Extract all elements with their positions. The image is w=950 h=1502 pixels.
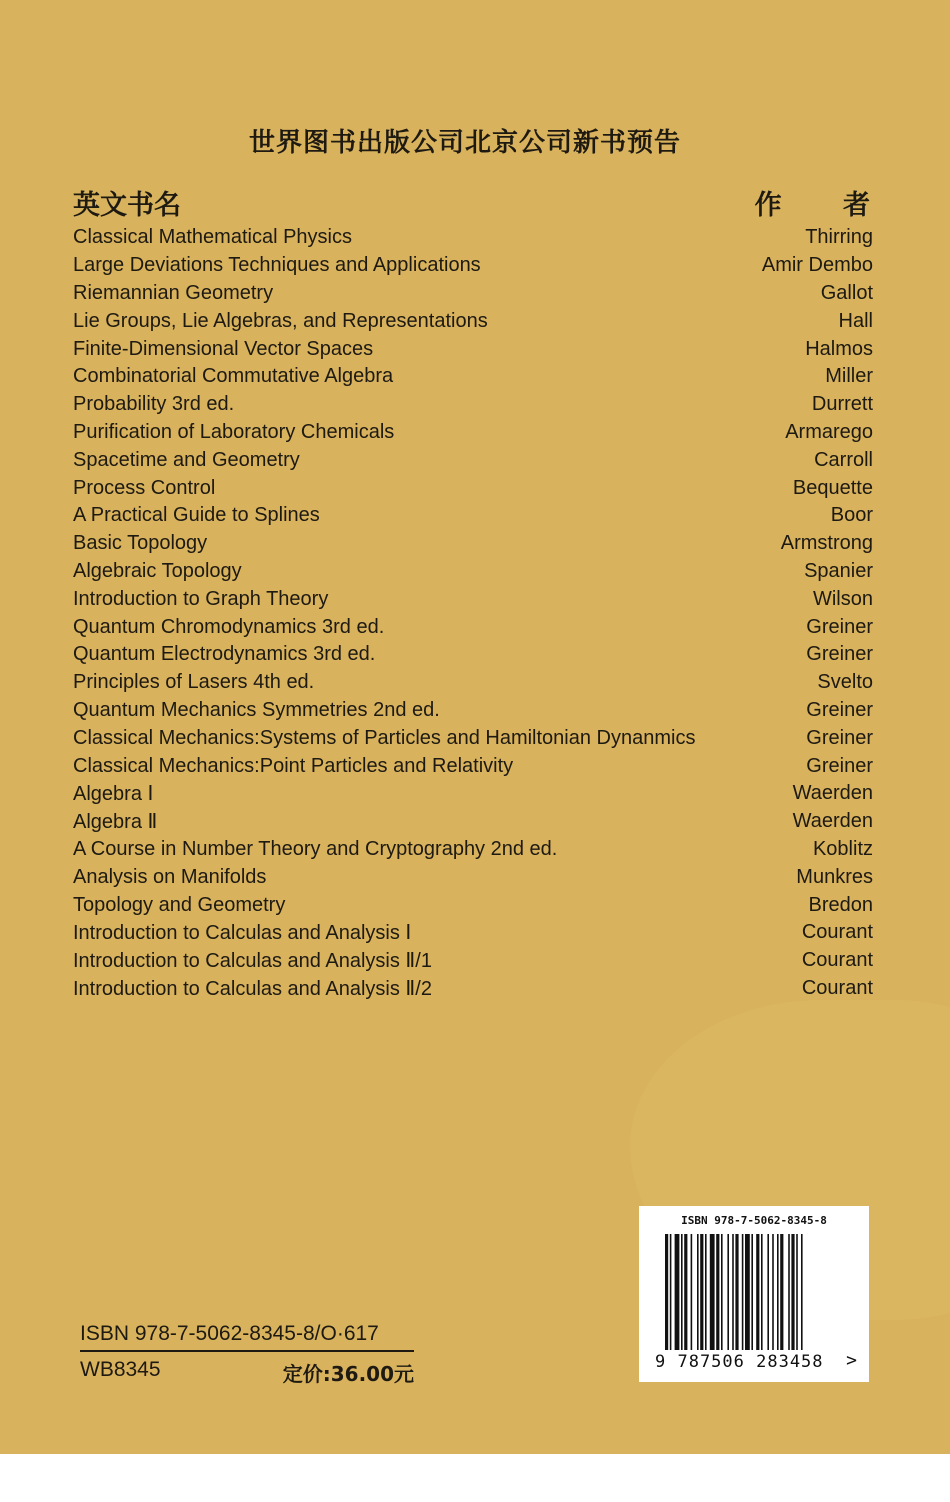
book-author: Greiner — [806, 726, 873, 749]
barcode-digits: 9 787506 283458 — [655, 1352, 824, 1372]
book-row — [73, 669, 873, 697]
barcode-bar — [691, 1234, 693, 1350]
book-row — [73, 502, 873, 530]
title-column-header: 英文书名 — [73, 190, 181, 221]
book-author: Armstrong — [780, 532, 873, 555]
book-author: Wilson — [812, 587, 873, 610]
book-author: Gallot — [820, 281, 873, 304]
book-list — [73, 224, 873, 1002]
book-row — [73, 613, 873, 641]
book-author: Munkres — [796, 865, 873, 888]
barcode-bar — [700, 1234, 703, 1350]
book-title: Spacetime and Geometry — [73, 448, 300, 471]
price-row — [80, 1358, 414, 1387]
book-author: Koblitz — [812, 837, 873, 860]
book-author: Halmos — [805, 337, 873, 360]
book-row — [73, 975, 873, 1003]
book-title: Finite-Dimensional Vector Spaces — [73, 337, 374, 360]
barcode-bar — [796, 1234, 798, 1350]
book-title: Algebra Ⅱ — [73, 811, 158, 834]
barcode-bar — [727, 1234, 729, 1350]
book-title: Classical Mechanics:Systems of Particles and Hamiltonian Dynanmics — [73, 726, 696, 749]
book-row — [73, 891, 873, 919]
barcode-bar — [761, 1234, 763, 1350]
book-title: Introduction to Graph Theory — [73, 587, 329, 610]
book-row — [73, 280, 873, 308]
book-row — [73, 836, 873, 864]
book-row — [73, 335, 873, 363]
barcode-bar — [742, 1234, 744, 1350]
barcode-bar — [756, 1234, 759, 1350]
book-author: Thirring — [805, 226, 873, 249]
barcode-bar — [791, 1234, 794, 1350]
book-title: Classical Mechanics:Point Particles and Relativity — [73, 754, 514, 777]
book-row — [73, 919, 873, 947]
book-title: Riemannian Geometry — [73, 281, 274, 304]
book-title: Purification of Laboratory Chemicals — [73, 420, 395, 443]
book-title: A Practical Guide to Splines — [73, 504, 320, 527]
book-row — [73, 474, 873, 502]
book-row — [73, 391, 873, 419]
book-author: Carroll — [814, 448, 873, 471]
book-row — [73, 224, 873, 252]
book-author: Waerden — [792, 810, 873, 833]
book-title: Process Control — [73, 476, 216, 499]
barcode-bar — [681, 1234, 683, 1350]
book-author: Greiner — [806, 615, 873, 638]
book-author: Courant — [801, 949, 873, 972]
book-title: A Course in Number Theory and Cryptography 2nd ed. — [73, 837, 558, 860]
book-title: Principles of Lasers 4th ed. — [73, 671, 315, 694]
book-row — [73, 863, 873, 891]
book-title: Lie Groups, Lie Algebras, and Representations — [73, 309, 488, 332]
book-author: Miller — [825, 365, 873, 388]
book-author: Courant — [801, 921, 873, 944]
barcode-bar — [697, 1234, 699, 1350]
book-author: Svelto — [817, 671, 873, 694]
book-title: Combinatorial Commutative Algebra — [73, 365, 394, 388]
book-title: Probability 3rd ed. — [73, 393, 235, 416]
barcode-bar — [721, 1234, 723, 1350]
barcode-bar — [745, 1234, 750, 1350]
book-row — [73, 808, 873, 836]
isbn-text: ISBN 978-7-5062-8345-8/O·617 — [80, 1322, 414, 1352]
barcode-bar — [767, 1234, 769, 1350]
book-row — [73, 752, 873, 780]
book-author: Bequette — [792, 476, 873, 499]
barcode-bar — [675, 1234, 680, 1350]
barcode-bar — [777, 1234, 779, 1350]
book-row — [73, 558, 873, 586]
book-author: Armarego — [785, 420, 873, 443]
barcode-bar — [732, 1234, 734, 1350]
barcode-label — [639, 1206, 869, 1382]
book-title: Introduction to Calculas and Analysis Ⅰ — [73, 922, 412, 945]
book-row — [73, 446, 873, 474]
book-row — [73, 780, 873, 808]
barcode-bar — [665, 1234, 668, 1350]
publication-info — [80, 1322, 414, 1387]
page-title: 世界图书出版公司北京公司新书预告 — [248, 128, 681, 158]
book-title: Algebraic Topology — [73, 559, 242, 582]
barcode-bar — [772, 1234, 774, 1350]
price-label: 定价:36.00元 — [282, 1362, 414, 1386]
barcode-bar — [735, 1234, 738, 1350]
barcode-bars — [665, 1234, 843, 1350]
book-title: Quantum Electrodynamics 3rd ed. — [73, 643, 376, 666]
book-author: Greiner — [806, 643, 873, 666]
book-author: Waerden — [792, 782, 873, 805]
book-author: Amir Dembo — [761, 254, 873, 277]
barcode-bar — [780, 1234, 783, 1350]
book-row — [73, 947, 873, 975]
book-author: Greiner — [806, 698, 873, 721]
barcode-arrow: > — [846, 1350, 857, 1371]
book-title: Large Deviations Techniques and Applications — [73, 254, 481, 277]
book-author: Durrett — [811, 393, 873, 416]
book-author: Hall — [838, 309, 873, 332]
book-row — [73, 641, 873, 669]
author-column-header: 作 者 — [754, 190, 896, 221]
barcode-isbn-text: ISBN 978-7-5062-8345-8 — [681, 1214, 827, 1227]
book-title: Introduction to Calculas and Analysis Ⅱ/1 — [73, 950, 432, 973]
barcode-bar — [788, 1234, 790, 1350]
barcode-bar — [801, 1234, 803, 1350]
book-row — [73, 363, 873, 391]
product-code: WB8345 — [80, 1358, 161, 1381]
book-author: Bredon — [808, 893, 873, 916]
book-title: Analysis on Manifolds — [73, 865, 267, 888]
book-row — [73, 252, 873, 280]
book-title: Quantum Mechanics Symmetries 2nd ed. — [73, 698, 440, 721]
barcode-bar — [716, 1234, 719, 1350]
barcode-bar — [705, 1234, 707, 1350]
book-row — [73, 697, 873, 725]
book-title: Algebra Ⅰ — [73, 783, 154, 806]
book-title: Quantum Chromodynamics 3rd ed. — [73, 615, 385, 638]
barcode-bar — [751, 1234, 753, 1350]
book-author: Spanier — [804, 559, 873, 582]
book-title: Introduction to Calculas and Analysis Ⅱ/2 — [73, 977, 432, 1000]
barcode-bar — [670, 1234, 672, 1350]
barcode-bar — [710, 1234, 715, 1350]
book-author: Courant — [801, 976, 873, 999]
book-title: Basic Topology — [73, 532, 208, 555]
book-title: Classical Mathematical Physics — [73, 226, 352, 249]
book-row — [73, 419, 873, 447]
book-row — [73, 307, 873, 335]
book-row — [73, 724, 873, 752]
book-title: Topology and Geometry — [73, 893, 286, 916]
book-row — [73, 585, 873, 613]
book-author: Boor — [830, 504, 873, 527]
barcode-bar — [684, 1234, 687, 1350]
book-author: Greiner — [806, 754, 873, 777]
book-row — [73, 530, 873, 558]
